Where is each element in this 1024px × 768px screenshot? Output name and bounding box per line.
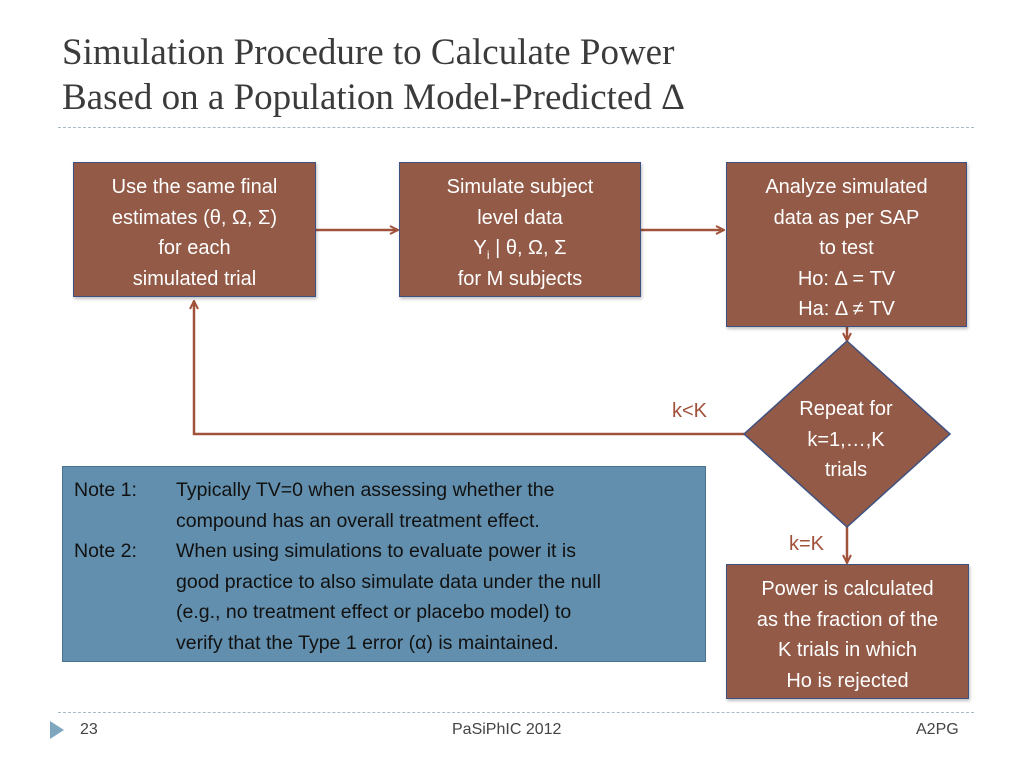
- box4-line: as the fraction of the: [756, 608, 939, 631]
- notes-panel: [62, 466, 706, 662]
- note-1-line: Typically TV=0 when assessing whether the: [176, 479, 555, 501]
- box1-line: simulated trial: [132, 267, 257, 290]
- exit-condition-label: k=K: [789, 533, 825, 555]
- box3-line: to test: [819, 237, 874, 259]
- note-2-label: Note 2:: [74, 540, 137, 562]
- box4-line: Power is calculated: [761, 578, 934, 600]
- slide-title-line-1: Simulation Procedure to Calculate Power: [62, 32, 675, 73]
- box1-line: Use the same final: [111, 176, 278, 198]
- box1-line: estimates (θ, Ω, Σ): [111, 206, 278, 229]
- box4-line: K trials in which: [778, 639, 917, 661]
- note-2: [74, 536, 705, 658]
- box2-formula: [400, 233, 640, 264]
- arrow-loop-back: [194, 301, 744, 434]
- box3-line: Analyze simulated: [765, 176, 928, 198]
- box2-formula-params: | θ, Ω, Σ: [489, 237, 567, 259]
- box1-line: for each: [158, 237, 231, 259]
- decision-line: Repeat for: [799, 398, 893, 420]
- box3-hypothesis-null: Ho: Δ = TV: [797, 267, 896, 290]
- slide-title-line-2: Based on a Population Model-Predicted Δ: [62, 77, 685, 118]
- box2-line: for M subjects: [457, 267, 583, 290]
- box-simulate-subject-data: [399, 162, 641, 297]
- box2-line: level data: [477, 206, 563, 229]
- note-1-line: compound has an overall treatment effect.: [176, 509, 540, 532]
- box-power-calculated: [726, 564, 969, 699]
- play-arrow-icon: [50, 721, 64, 739]
- note-2-line: good practice to also simulate data under the null: [176, 570, 601, 593]
- footer-center-text: PaSiPhIC 2012: [452, 721, 562, 738]
- note-1: [74, 475, 705, 536]
- box4-line: Ho is rejected: [786, 669, 909, 692]
- box-analyze-simulated-data: [726, 162, 967, 327]
- decision-line: k=1,…,K: [807, 428, 885, 451]
- note-1-label: Note 1:: [74, 479, 137, 501]
- page-number: 23: [80, 721, 98, 738]
- box2-line: Simulate subject: [446, 176, 594, 198]
- box2-formula-subscript: i: [486, 248, 490, 262]
- note-2-line: When using simulations to evaluate power it is: [176, 540, 576, 562]
- note-2-line: verify that the Type 1 error (α) is maintained.: [176, 631, 559, 654]
- note-2-line: (e.g., no treatment effect or placebo model) to: [176, 601, 572, 623]
- decision-line: trials: [824, 459, 868, 481]
- footer-divider: [58, 712, 974, 713]
- decision-label: [770, 394, 922, 486]
- loop-condition-label: k<K: [672, 400, 708, 422]
- box2-formula-y: Y: [473, 237, 487, 259]
- box-use-final-estimates: [73, 162, 316, 297]
- box3-hypothesis-alt: Ha: Δ ≠ TV: [798, 298, 895, 320]
- box3-line: data as per SAP: [773, 206, 920, 229]
- footer-right-text: A2PG: [916, 721, 959, 738]
